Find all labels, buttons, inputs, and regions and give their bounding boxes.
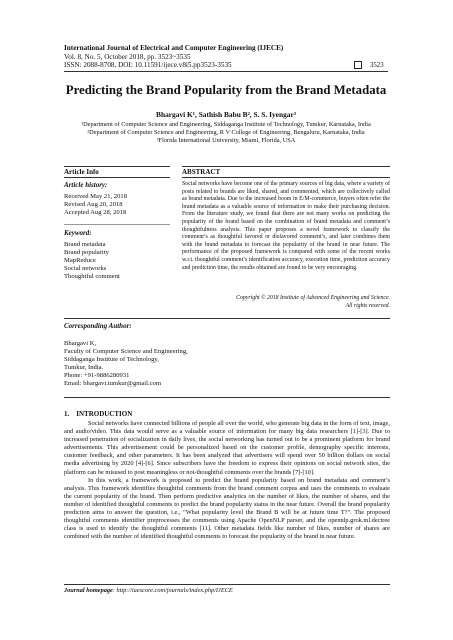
volume-line: Vol. 8, No. 5, October 2018, pp. 3523~3535	[64, 52, 191, 61]
introduction-paragraph-2: In this work, a framework is proposed to predict the brand popularity based on brand metadata and comment’s analysis. This framework identifies thoughtful comments from the brand comment corpus and uses the comments to evaluate the current popularity of the brand. Then perform predictive analytics on the number of likes, the number of shares, and the number of identified thoughtful comments to predict the brand popularity status in the near future. Overall the brand popularity prediction aims to answer the question, i.e., "What popularity level the Brand B will be at future time T?". The proposed thoughtful comments identifier preprocesses the comments using Apache OpenNLP parser, and the opennlp.grok.ml.dectree class is used to identify the thoughtful comments [11]. Other metadata fields like number of likes, number of shares are combined with the number of identified thoughtful comments to forecast the popularity of the brand in near future.	[64, 476, 390, 541]
introduction-heading: 1. INTRODUCTION	[64, 410, 133, 418]
footer-rule	[64, 584, 390, 585]
keyword-list	[64, 241, 120, 281]
author-phone: Phone: +91-9886280931	[64, 372, 130, 380]
author-list: Bhargavi K¹, Sathish Babu B², S. S. Iyengar³	[156, 110, 296, 119]
abstract-heading: ABSTRACT	[182, 168, 221, 176]
header-rule	[64, 71, 388, 72]
abstract-text: Social networks have become one of the primary sources of big data, where a variety of posts related to brands are liked, shared, and commented, which are collectively called as brand metadata. Due to the increased boom in E/M-commerce, buyers often refer the brand metadata as a valuable source of information to make their purchasing decision. From the literature study, we found that there are not many works on predicting the popularity of the brand based on the combination of brand metadata and comment’s thoughtfulness analysis. This paper proposes a novel framework to classify the comment’s as thoughtful favored or disfavored comment’s, and later combines them with the brand metadata to forecast the popularity of the brand in near future. The performance of the proposed framework is compared with some of the recent works w.r.t. thoughtful comment’s identification accuracy, execution time, prediction accuracy and prediction time, the results obtained are found to be very encouraging.	[182, 181, 390, 271]
article-history-list	[64, 193, 127, 217]
article-info-rule	[64, 177, 170, 178]
copyright-notice	[182, 295, 390, 310]
author-name: Bhargavi K,	[64, 340, 97, 347]
author-faculty: Faculty of Computer Science and Engineering,	[64, 348, 188, 356]
keyword-item: Social networks	[64, 265, 107, 273]
corresponding-heading: Corresponding Author:	[64, 322, 132, 330]
homepage-url[interactable]: : http://iaescore.com/journals/index.php/IJECE	[112, 587, 233, 594]
introduction-paragraph-1: Social networks have connected billions of people all over the world, who generate big data in the form of text, image, and audio/video. This data would serve as a valuable source of information for many big data researchers [1]-[3]. Due to increased penetration of socialization in daily lives, the social networking has turned out to be a prominent platform for brand advertisements. This advertisement could be personalized based on the customer profile, demography specific interests, customer feedback, and other parameters. It has been analyzed that advertisers will spend over 50 billion dollars on social media advertising by 2020 [4]-[6]. Since subscribers have the freedom to express their opinions on social network sites, the platform can be misused to post meaningless or not-thoughtful comments over the brands [7]-[10].	[64, 420, 390, 476]
affiliation-1: ¹Department of Computer Science and Engineering, Siddaganga Institute of Technology, Tumkur, Karnataka, India	[81, 121, 371, 128]
issn-line: ISSN: 2088-8708, DOI: 10.11591/ijece.v8i5.pp3523-3535	[64, 61, 232, 70]
page-number-box	[354, 61, 384, 69]
copyright-line: Copyright © 2018 Institute of Advanced Engineering and Science.	[236, 295, 390, 301]
article-history-heading: Article history:	[64, 181, 108, 189]
article-info-heading: Article Info	[64, 168, 99, 176]
corresponding-bottom-rule	[64, 397, 390, 398]
article-info-top-rule	[64, 166, 170, 167]
rights-line: All rights reserved.	[345, 302, 390, 309]
journal-name: International Journal of Electrical and Computer Engineering (IJECE)	[64, 44, 284, 52]
journal-homepage	[64, 587, 233, 594]
affiliations	[40, 121, 412, 145]
keyword-item: Thoughtful comment	[64, 273, 120, 281]
page-number: 3523	[370, 61, 384, 69]
author-institute: Siddaganga Institute of Technology,	[64, 356, 159, 364]
affiliation-2: ²Department of Computer Science and Engineering, R V College of Engineering, Bengaluru, Karnataka, India	[87, 129, 365, 137]
author-city: Tumkur, India.	[64, 364, 104, 372]
homepage-label: Journal homepage	[64, 587, 113, 594]
affiliation-3: ³Florida International University, Miami, Florida, USA	[156, 137, 296, 145]
keyword-heading: Keyword:	[64, 229, 92, 237]
keyword-item: MapReduce	[64, 257, 96, 265]
accepted-date: Accepted Aug 28, 2018	[64, 209, 127, 217]
corresponding-details	[64, 340, 314, 389]
paper-title: Predicting the Brand Popularity from the Brand Metadata	[65, 83, 387, 97]
author-email: Email: bhargavi.tumkur@gmail.com	[64, 380, 161, 388]
keyword-item: Brand popularity	[64, 249, 109, 257]
revised-date: Revised Aug 20, 2018	[64, 201, 123, 209]
abstract-top-rule	[182, 166, 390, 167]
square-icon	[354, 61, 362, 69]
journal-header	[64, 44, 394, 70]
corresponding-top-rule	[64, 318, 390, 319]
received-date: Received May 21, 2018	[64, 193, 127, 200]
keyword-item: Brand metadata	[64, 241, 106, 248]
abstract-rule	[182, 177, 390, 178]
keyword-rule	[64, 224, 170, 225]
introduction-body	[64, 420, 390, 541]
